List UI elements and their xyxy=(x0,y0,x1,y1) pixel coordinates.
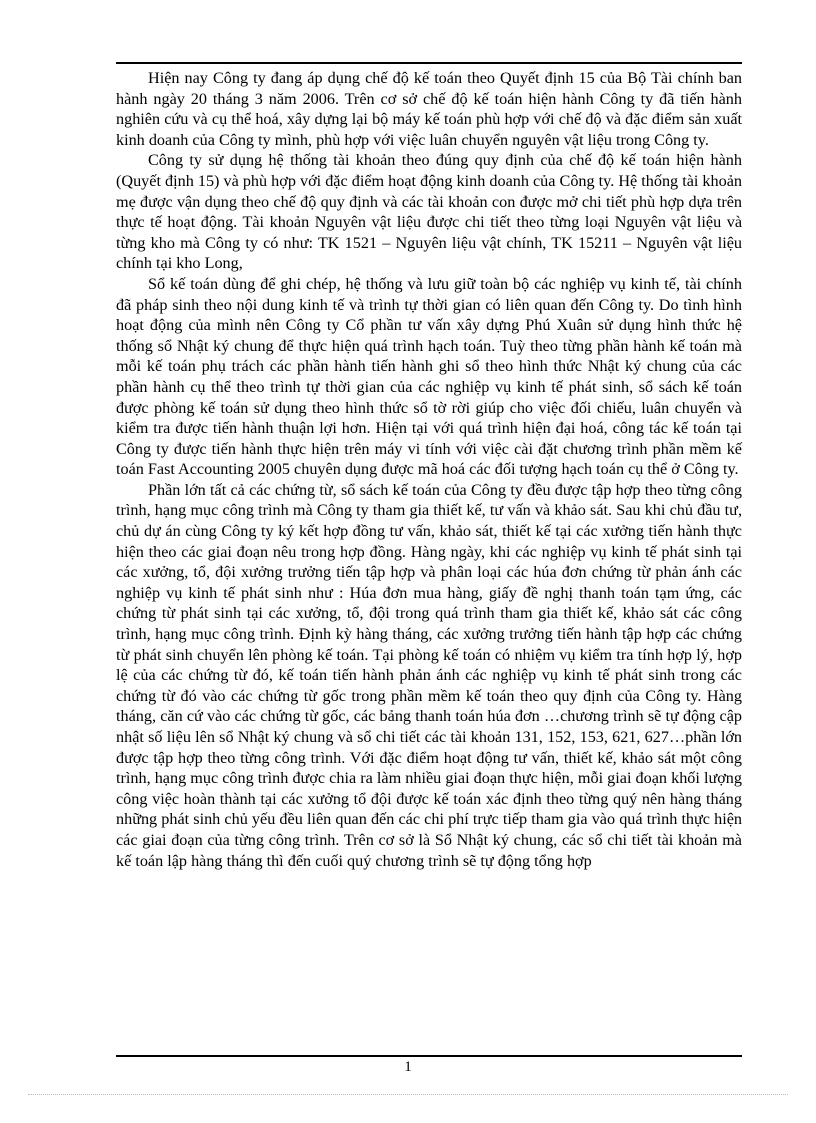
footer-rule xyxy=(116,1055,742,1057)
page-number: 1 xyxy=(404,1059,412,1075)
paragraph-accounting-regime: Hiện nay Công ty đang áp dụng chế độ kế toán theo Quyết định 15 của Bộ Tài chính ban hành ngày 20 tháng 3 năm 2006. Trên cơ sở chế độ kế toán hiện hành Công ty đã tiến hành nghiên cứu và cụ thể hoá, xây dựng lại bộ máy kế toán phù hợp với chế độ và đặc điểm sản xuất kinh doanh của Công ty mình, phù hợp với việc luân chuyển nguyên vật liệu trong Công ty. xyxy=(116,69,742,149)
header-rule xyxy=(116,62,742,64)
page-bottom-dotted-line xyxy=(28,1094,788,1095)
paragraph-bookkeeping-form: Sổ kế toán dùng để ghi chép, hệ thống và lưu giữ toàn bộ các nghiệp vụ kinh tế, tài chính đã pháp sinh theo nội dung kinh tế và trình tự thời gian có liên quan đến Công ty. Do tình hình hoạt động của mình nên Công ty Cổ phần tư vấn xây dựng Phú Xuân sử dụng hình thức hệ thống sổ Nhật ký chung để thực hiện quá trình hạch toán. Tuỳ theo từng phần hành kế toán mà mỗi kế toán phụ trách các phần hành tiến hành ghi sổ theo hình thức Nhật ký chung của các phần hành cụ thể theo trình tự thời gian của các nghiệp vụ kinh tế phát sinh, sổ sách kế toán được phòng kế toán sử dụng theo hình thức sổ tờ rời giúp cho việc đối chiếu, luân chuyển và kiểm tra được tiến hành thuận lợi hơn. Hiện tại với quá trình hiện đại hoá, công tác kế toán tại Công ty được tiến hành thực hiện trên máy vi tính với việc cài đặt chương trình phần mềm kế toán Fast Accounting 2005 chuyên dụng được mã hoá các đối tượng hạch toán cụ thể ở Công ty. xyxy=(116,274,742,479)
body-text xyxy=(116,68,742,871)
paragraph-vouchers-process: Phần lớn tất cả các chứng từ, sổ sách kế toán của Công ty đều được tập hợp theo từng công trình, hạng mục công trình mà Công ty tham gia thiết kế, tư vấn và khảo sát. Sau khi chủ đầu tư, chủ dự án cùng Công ty ký kết hợp đồng tư vấn, khảo sát, thiết kế tại các xưởng tiến hành thực hiện theo các giai đoạn nêu trong hợp đồng. Hàng ngày, khi các nghiệp vụ kinh tế phát sinh tại các xưởng, tổ, đội xưởng trưởng tiến tập hợp và phân loại các húa đơn chứng từ phản ánh các nghiệp vụ kinh tế phát sinh như : Húa đơn mua hàng, giấy đề nghị thanh toán tạm ứng, các chứng từ phát sinh tại các xưởng, tổ, đội trong quá trình tham gia thiết kế, khảo sát các công trình, hạng mục công trình. Định kỳ hàng tháng, các xưởng trưởng tiến hành tập hợp các chứng từ phát sinh chuyển lên phòng kế toán. Tại phòng kế toán có nhiệm vụ kiểm tra tính hợp lý, hợp lệ của các chứng từ đó, kế toán tiến hành phản ánh các nghiệp vụ kinh tế phát sinh trong các chứng từ đó vào các chứng từ gốc trong phần mềm kế toán theo quy định của Công ty. Hàng tháng, căn cứ vào các chứng từ gốc, các bảng thanh toán húa đơn …chương trình sẽ tự động cập nhật số liệu lên sổ Nhật ký chung và sổ chi tiết các tài khoản 131, 152, 153, 621, 627…phần lớn được tập hợp theo từng công trình. Với đặc điểm hoạt động tư vấn, thiết kế, khảo sát một công trình, hạng mục công trình được chia ra làm nhiều giai đoạn thực hiện, mỗi giai đoạn khối lượng công việc hoàn thành tại các xưởng tổ đội được kế toán xác định theo từng quý nên hàng tháng những phát sinh chủ yếu đều liên quan đến các chi phí trực tiếp tham gia vào quá trình thực hiện các giai đoạn của từng công trình. Trên cơ sở là Sổ Nhật ký chung, các sổ chi tiết tài khoản mà kế toán lập hàng tháng thì đến cuối quý chương trình sẽ tự động tổng hợp xyxy=(116,480,742,870)
paragraph-account-system: Công ty sử dụng hệ thống tài khoản theo đúng quy định của chế độ kế toán hiện hành (Quyết định 15) và phù hợp với đặc điểm hoạt động kinh doanh của Công ty. Hệ thống tài khoản mẹ được vận dụng theo chế độ quy định và các tài khoản con được mở chi tiết phù hợp dựa trên thực tế hoạt động. Tài khoản Nguyên vật liệu được chi tiết theo từng loại Nguyên vật liệu và từng kho mà Công ty có như: TK 1521 – Nguyên liệu vật chính, TK 15211 – Nguyên vật liệu chính tại kho Long, xyxy=(116,151,742,273)
